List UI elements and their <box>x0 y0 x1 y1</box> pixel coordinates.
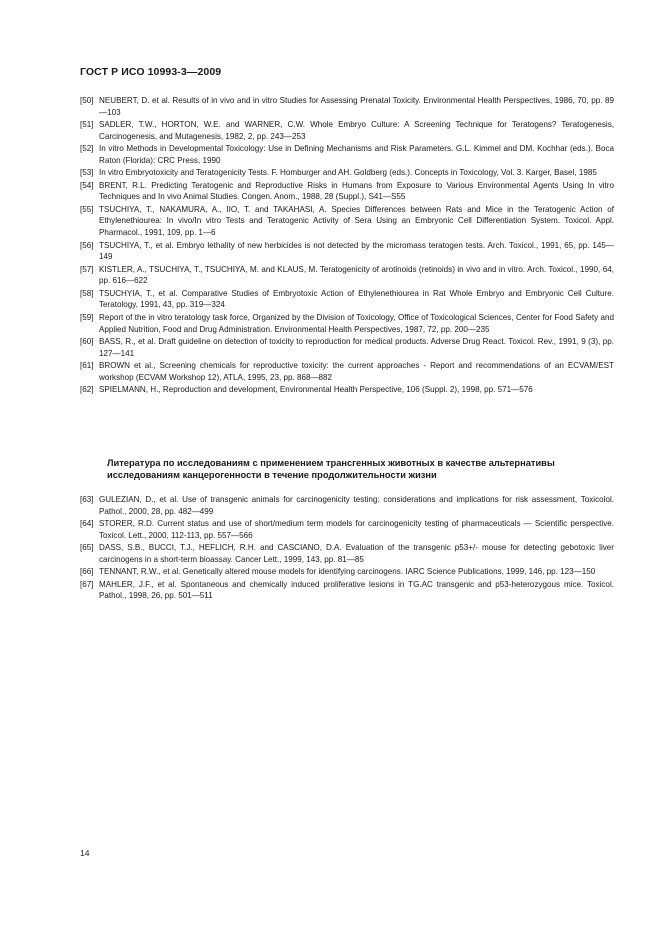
reference-text: DASS, S.B., BUCCI, T.J., HEFLICH, R.H. and CASCIANO, D.A. Evaluation of the transgenic p53+/- mouse for detecting gebotoxic liver carcinogens in a short-term bioassay. Cancer Lett., 1999, 143, pp. 81—85 <box>99 543 614 564</box>
reference-number: [54] <box>80 180 94 190</box>
page-number: 14 <box>80 848 90 858</box>
reference-item <box>80 336 614 359</box>
reference-number: [62] <box>80 385 94 395</box>
reference-number: [61] <box>80 361 94 371</box>
reference-text: BROWN et al., Screening chemicals for reproductive toxicity: the current approaches - Report and recommendations of an ECVAM/EST workshop (ECVAM Workshop 12), ATLA, 1995, 23, pp. 868—882 <box>99 361 614 382</box>
reference-item <box>80 119 614 142</box>
reference-list-transgenic <box>80 494 614 603</box>
reference-text: SPIELMANN, H., Reproduction and development, Environmental Health Perspective, 106 (Suppl. 2), 1998, pp. 571—576 <box>99 385 533 395</box>
reference-text: STORER, R.D. Current status and use of short/medium term models for carcinogenicity testing of pharmaceuticals — Scientific perspective. Toxicol. Lett., 2000, 112-113, pp. 557—566 <box>99 519 614 540</box>
reference-text: In vitro Embryotoxicity and Teratogenicity Tests. F. Homburger and AH. Goldberg (eds.). Concepts in Toxicology, Vol. 3. Karger, Basel, 1985 <box>99 168 597 178</box>
reference-number: [66] <box>80 567 94 577</box>
reference-item <box>80 542 614 565</box>
reference-number: [52] <box>80 144 94 154</box>
reference-item <box>80 312 614 335</box>
document-header: ГОСТ Р ИСО 10993-3—2009 <box>80 66 222 78</box>
reference-text: Report of the in vitro teratology task force, Organized by the Division of Toxicology, Office of Toxicological Sciences, Center for Food Safety and Applied Nutrition, Food and Drug Administration. Environmental Health Perspectives, 1987, 72, pp. 200—235 <box>99 312 614 334</box>
reference-item <box>80 167 614 179</box>
reference-text: SADLER, T.W., HORTON, W.E. and WARNER, C.W. Whole Embryo Culture: A Screening Technique for Teratogens? Teratogenesis, Carcinogenesis, and Mutagenesis, 1982, 2, pp. 243—253 <box>99 120 614 141</box>
reference-item <box>80 494 614 517</box>
reference-number: [50] <box>80 96 94 105</box>
reference-item <box>80 143 614 166</box>
reference-text: TSUCHIYA, T., NAKAMURA, A., IIO, T. and TAKAHASI, A. Species Differences between Rats and Mice in the Teratogenic Action of Ethylenethiourea: In vivo/In vitro Tests and Teratogenic Activity of Sera Using an Embryonic Cell Differentiation System. Toxicol. Appl. Pharmacol., 1991, 109, pp. 1—6 <box>99 204 614 238</box>
reference-number: [63] <box>80 495 94 504</box>
reference-number: [56] <box>80 240 94 250</box>
reference-item <box>80 204 614 239</box>
reference-number: [64] <box>80 519 94 529</box>
reference-number: [58] <box>80 288 94 298</box>
reference-item <box>80 180 614 203</box>
reference-item <box>80 240 614 263</box>
reference-text: MAHLER, J.F., et al. Spontaneous and chemically induced proliferative lesions in TG.AC transgenic and p53-heterozygous mice. Toxicol. Pathol., 1998, 26, pp. 501—511 <box>99 579 614 601</box>
section-title: Литература по исследованиям с применением трансгенных животных в качестве альтернативы исследованиям канцерогенности в течение продолжительности жизни <box>107 458 555 481</box>
reference-list <box>80 95 614 397</box>
reference-number: [51] <box>80 120 94 130</box>
reference-item <box>80 579 614 602</box>
reference-item <box>80 566 614 578</box>
reference-number: [67] <box>80 579 94 589</box>
reference-text: TSUCHIYA, T., et al. Embryo lethality of new herbicides is not detected by the micromass teratogen tests. Arch. Toxicol., 1991, 65, pp. 145—149 <box>99 240 614 262</box>
reference-number: [59] <box>80 312 94 322</box>
reference-text: TSUCHYIA, T., et al. Comparative Studies of Embryotoxic Action of Ethylenethiourea in Rat Whole Embryo and Embryonic Cell Culture. Teratology, 1991, 43, pp. 319—324 <box>99 288 614 310</box>
reference-text: BASS, R., et al. Draft guideline on detection of toxicity to reproduction for medical products. Adverse Drug React. Toxicol. Rev., 1991, 9 (3), pp. 127—141 <box>99 336 614 358</box>
reference-text: BRENT, R.L. Predicting Teratogenic and Reproductive Risks in Humans from Exposure to Various Environmental Agents Using In vitro Techniques and In vivo Animal Studies. Congen. Anom., 1988, 28 (Suppl.), S41—S55 <box>99 180 614 202</box>
reference-number: [55] <box>80 204 94 214</box>
reference-item <box>80 95 614 118</box>
reference-item <box>80 518 614 541</box>
reference-text: NEUBERT, D. et al. Results of in vivo and in vitro Studies for Assessing Prenatal Toxicity. Environmental Health Perspectives, 1986, 70, pp. 89—103 <box>99 96 614 117</box>
reference-item <box>80 264 614 287</box>
reference-text: In vitro Methods in Developmental Toxicology: Use in Defining Mechanisms and Risk Parameters. G.L. Kimmel and DM. Kochhar (eds.). Boca Raton (Florida): CRC Press, 1990 <box>99 144 614 165</box>
reference-item <box>80 384 614 396</box>
reference-number: [57] <box>80 264 94 274</box>
reference-text: TENNANT, R.W., et al. Genetically altered mouse models for identifying carcinogens. IARC Science Publications, 1999, 146, pp. 123—150 <box>99 567 596 577</box>
reference-number: [53] <box>80 168 94 178</box>
reference-item <box>80 360 614 383</box>
reference-number: [60] <box>80 336 94 346</box>
reference-item <box>80 288 614 311</box>
reference-text: KISTLER, A., TSUCHIYA, T., TSUCHIYA, M. and KLAUS, M. Teratogenicity of arotinoids (retinoids) in vivo and in vitro. Arch. Toxicol., 1990, 64, pp. 616—622 <box>99 264 614 286</box>
reference-text: GULEZIAN, D., et al. Use of transgenic animals for carcinogenicity testing: considerations and implications for risk assessment, Toxicolol. Pathol., 2000, 28, pp. 482—499 <box>99 495 614 516</box>
reference-number: [65] <box>80 543 94 553</box>
